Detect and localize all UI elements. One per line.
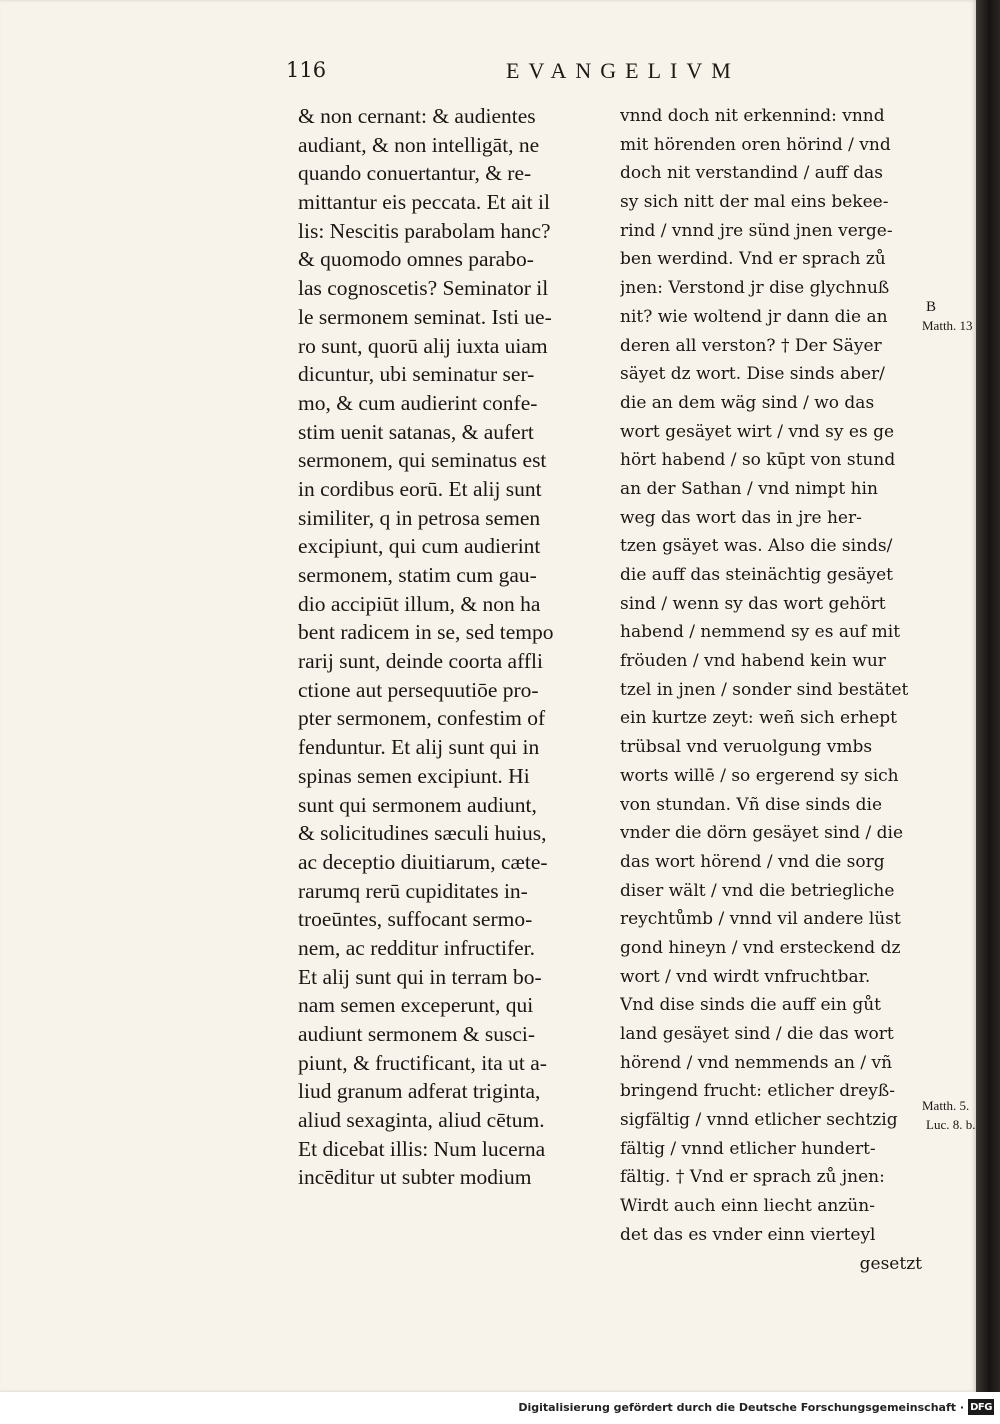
text-line: die auff das steinächtig gesäyet <box>620 565 893 585</box>
text-line: liud granum adferat triginta, <box>298 1079 541 1104</box>
text-line: reychtůmb / vnnd vil andere lüst <box>620 909 901 930</box>
text-line: similiter, q in petrosa semen <box>298 505 541 530</box>
text-line: in cordibus eorū. Et alij sunt <box>298 476 542 501</box>
text-line: nem, ac redditur infructifer. <box>298 935 535 960</box>
text-line: le sermonem seminat. Isti ue- <box>298 304 552 329</box>
text-line: audiunt sermonem & susci- <box>298 1022 536 1046</box>
text-line: dicuntur, ubi seminatur ser- <box>298 362 535 387</box>
text-line: trübsal vnd veruolgung vmbs <box>620 737 873 758</box>
text-line: det das es vnder einn vierteyl <box>620 1224 876 1245</box>
text-line: nam semen exceperunt, qui <box>298 993 534 1018</box>
text-line: sermonem, qui seminatus est <box>298 448 547 473</box>
text-line: aliud sexaginta, aliud cētum. <box>298 1108 545 1133</box>
text-line: vnnd doch nit erkennind: vnnd <box>620 106 885 126</box>
text-line: fröuden / vnd habend kein wur <box>620 651 886 672</box>
text-line: excipiunt, qui cum audierint <box>298 534 541 559</box>
text-line: land gesäyet sind / die das wort <box>620 1024 894 1044</box>
text-line: habend / nemmend sy es auf mit <box>620 622 901 643</box>
text-line: rarumq rerū cupiditates in- <box>298 878 528 903</box>
text-line: tzel in jnen / sonder sind bestätet <box>620 679 909 700</box>
text-line: diser wält / vnd die betriegliche <box>620 880 895 901</box>
text-line: las cognoscetis? Seminator il <box>298 276 549 301</box>
text-line: sermonem, statim cum gau- <box>298 563 537 587</box>
text-line: an der Sathan / vnd nimpt hin <box>620 478 878 499</box>
text-line: das wort hörend / vnd die sorg <box>620 851 885 872</box>
book-binding-edge <box>976 0 1000 1392</box>
text-line: lis: Nescitis parabolam hanc? <box>298 218 551 243</box>
text-line: ben werdind. Vnd er sprach zů <box>620 249 886 270</box>
text-line: gesetzt <box>859 1253 922 1274</box>
funding-credit: Digitalisierung gefördert durch die Deutsche Forschungsgemeinschaft · <box>518 1401 964 1414</box>
text-line: stim uenit satanas, & aufert <box>298 419 534 444</box>
text-line: spinas semen excipiunt. Hi <box>298 763 530 788</box>
text-line: rind / vnnd jre sünd jnen verge- <box>620 220 893 241</box>
text-line: ein kurtze zeyt: weñ sich erhept <box>620 708 897 729</box>
text-line: bent radicem in se, sed tempo <box>298 620 554 645</box>
running-head <box>286 58 926 88</box>
text-line: Et dicebat illis: Num lucerna <box>298 1136 546 1161</box>
dfg-logo: DFG <box>968 1399 994 1415</box>
latin-text-column <box>298 102 600 1192</box>
text-line: sind / wenn sy das wort gehört <box>620 593 886 614</box>
text-line: troeūntes, suffocant sermo- <box>298 907 533 932</box>
text-line: deren all verston? † Der Säyer <box>620 335 882 356</box>
text-line: Et alij sunt qui in terram bo- <box>298 964 542 989</box>
text-line: fältig / vnnd etlicher hundert- <box>620 1138 876 1159</box>
text-line: & solicitudines sæculi huius, <box>298 821 547 846</box>
text-line: ctione aut persequutiōe pro- <box>298 677 539 702</box>
margin-ref-luc-8: Luc. 8. b. <box>926 1117 976 1132</box>
text-line: Wirdt auch einn liecht anzün- <box>620 1196 875 1217</box>
margin-ref-matth-5: Matth. 5. <box>922 1098 970 1113</box>
text-line: wort gesäyet wirt / vnd sy es ge <box>620 421 895 442</box>
margin-letter-b: B <box>926 299 937 315</box>
text-line: mo, & cum audierint confe- <box>298 390 538 415</box>
text-line: audiant, & non intelligāt, ne <box>298 132 540 157</box>
text-line: fältig. † Vnd er sprach zů jnen: <box>620 1167 885 1188</box>
text-line: von stundan. Vñ dise sinds die <box>620 794 883 815</box>
text-line: säyet dz wort. Dise sinds aber/ <box>620 364 885 385</box>
text-line: doch nit verstandind / auff das <box>620 163 884 184</box>
text-line: vnder die dörn gesäyet sind / die <box>620 823 904 844</box>
text-line: nit? wie woltend jr dann die an <box>620 306 888 327</box>
text-line: & quomodo omnes parabo- <box>298 247 534 272</box>
text-line: sy sich nitt der mal eins bekee- <box>620 192 889 213</box>
text-line: worts willē / so ergerend sy sich <box>620 765 899 786</box>
text-line: hörend / vnd nemmends an / vñ <box>620 1052 893 1073</box>
text-line: rarij sunt, deinde coorta affli <box>298 649 543 674</box>
text-line: weg das wort das in jre her- <box>620 507 862 528</box>
text-line: piunt, & fructificant, ita ut a- <box>298 1050 547 1075</box>
text-line: gond hineyn / vnd ersteckend dz <box>620 937 901 958</box>
page-number: 116 <box>286 58 327 82</box>
running-head-title: EVANGELIVM <box>506 58 740 83</box>
text-line: incēditur ut subter modium <box>298 1165 532 1190</box>
text-line: dio accipiūt illum, & non ha <box>298 591 541 616</box>
text-line: hört habend / so kūpt von stund <box>620 450 896 471</box>
text-line: mittantur eis peccata. Et ait il <box>298 190 550 215</box>
text-line: fenduntur. Et alij sunt qui in <box>298 735 540 760</box>
margin-ref-matth-13: Matth. 13 <box>922 318 973 333</box>
text-line: wort / vnd wirdt vnfruchtbar. <box>620 966 871 987</box>
text-line: sunt qui sermonem audiunt, <box>298 792 537 817</box>
text-line: ro sunt, quorū alij iuxta uiam <box>298 333 548 358</box>
text-line: pter sermonem, confestim of <box>298 706 546 731</box>
text-line: mit hörenden oren hörind / vnd <box>620 134 891 155</box>
text-line: sigfältig / vnnd etlicher sechtzig <box>620 1110 898 1131</box>
text-line: die an dem wäg sind / wo das <box>620 392 875 413</box>
text-line: quando conuertantur, & re- <box>298 161 532 186</box>
text-line: tzen gsäyet was. Also die sinds/ <box>620 536 893 557</box>
text-line: bringend frucht: etlicher dreyß- <box>620 1081 895 1102</box>
german-text-column <box>620 102 922 1278</box>
text-line: ac deceptio diuitiarum, cæte- <box>298 849 548 874</box>
text-line: Vnd dise sinds die auff ein gůt <box>620 995 882 1016</box>
text-line: jnen: Verstond jr dise glychnuß <box>620 278 890 299</box>
text-line: & non cernant: & audientes <box>298 104 536 128</box>
